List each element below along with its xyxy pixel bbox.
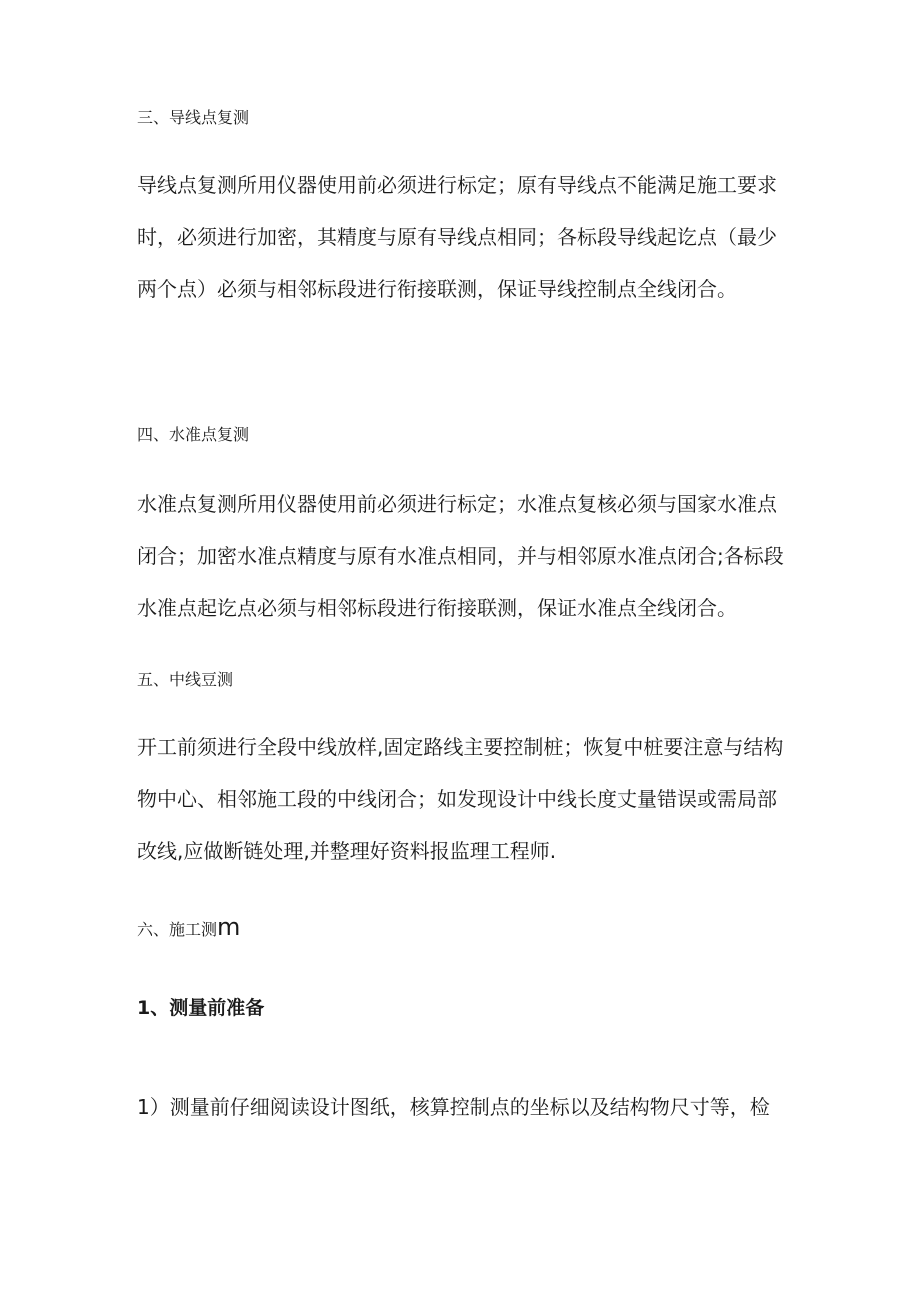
paragraph-line: 物中心、相邻施工段的中线闭合；如发现设计中线长度丈量错误或需局部 — [137, 787, 777, 811]
paragraph-line: 导线点复测所用仪器使用前必须进行标定；原有导线点不能满足施工要求 — [137, 173, 777, 197]
paragraph-line: 水准点复测所用仪器使用前必须进行标定；水准点复核必须与国家水准点 — [137, 492, 777, 516]
paragraph-line: 两个点）必须与相邻标段进行衔接联测，保证导线控制点全线闭合。 — [137, 277, 737, 301]
section-5-paragraph — [137, 721, 797, 877]
section-3-heading: 三、导线点复测 — [137, 108, 250, 127]
section-6-heading-suffix: m — [217, 913, 241, 941]
section-6-heading — [137, 913, 241, 941]
paragraph-line: 1）测量前仔细阅读设计图纸，核算控制点的坐标以及结构物尺寸等，检 — [137, 1095, 770, 1119]
section-4-heading: 四、水准点复测 — [137, 425, 250, 444]
subsection-1-heading: 1、测量前准备 — [137, 997, 265, 1019]
paragraph-line: 时，必须进行加密，其精度与原有导线点相同；各标段导线起讫点（最少 — [137, 225, 777, 249]
section-6-heading-text: 六、施工测 — [137, 920, 218, 939]
paragraph-line: 改线,应做断链处理,并整理好资料报监理工程师. — [137, 839, 557, 863]
paragraph-line: 开工前须进行全段中线放样,固定路线主要控制桩；恢复中桩要注意与结构 — [137, 735, 784, 759]
paragraph-line: 水准点起讫点必须与相邻标段进行衔接联测，保证水准点全线闭合。 — [137, 596, 737, 620]
section-5-heading: 五、中线豆测 — [137, 670, 234, 689]
section-4-paragraph — [137, 478, 797, 634]
subsection-1-paragraph — [137, 1081, 797, 1133]
section-3-paragraph — [137, 159, 797, 315]
paragraph-line: 闭合；加密水准点精度与原有水准点相同，并与相邻原水准点闭合;各标段 — [137, 544, 784, 568]
